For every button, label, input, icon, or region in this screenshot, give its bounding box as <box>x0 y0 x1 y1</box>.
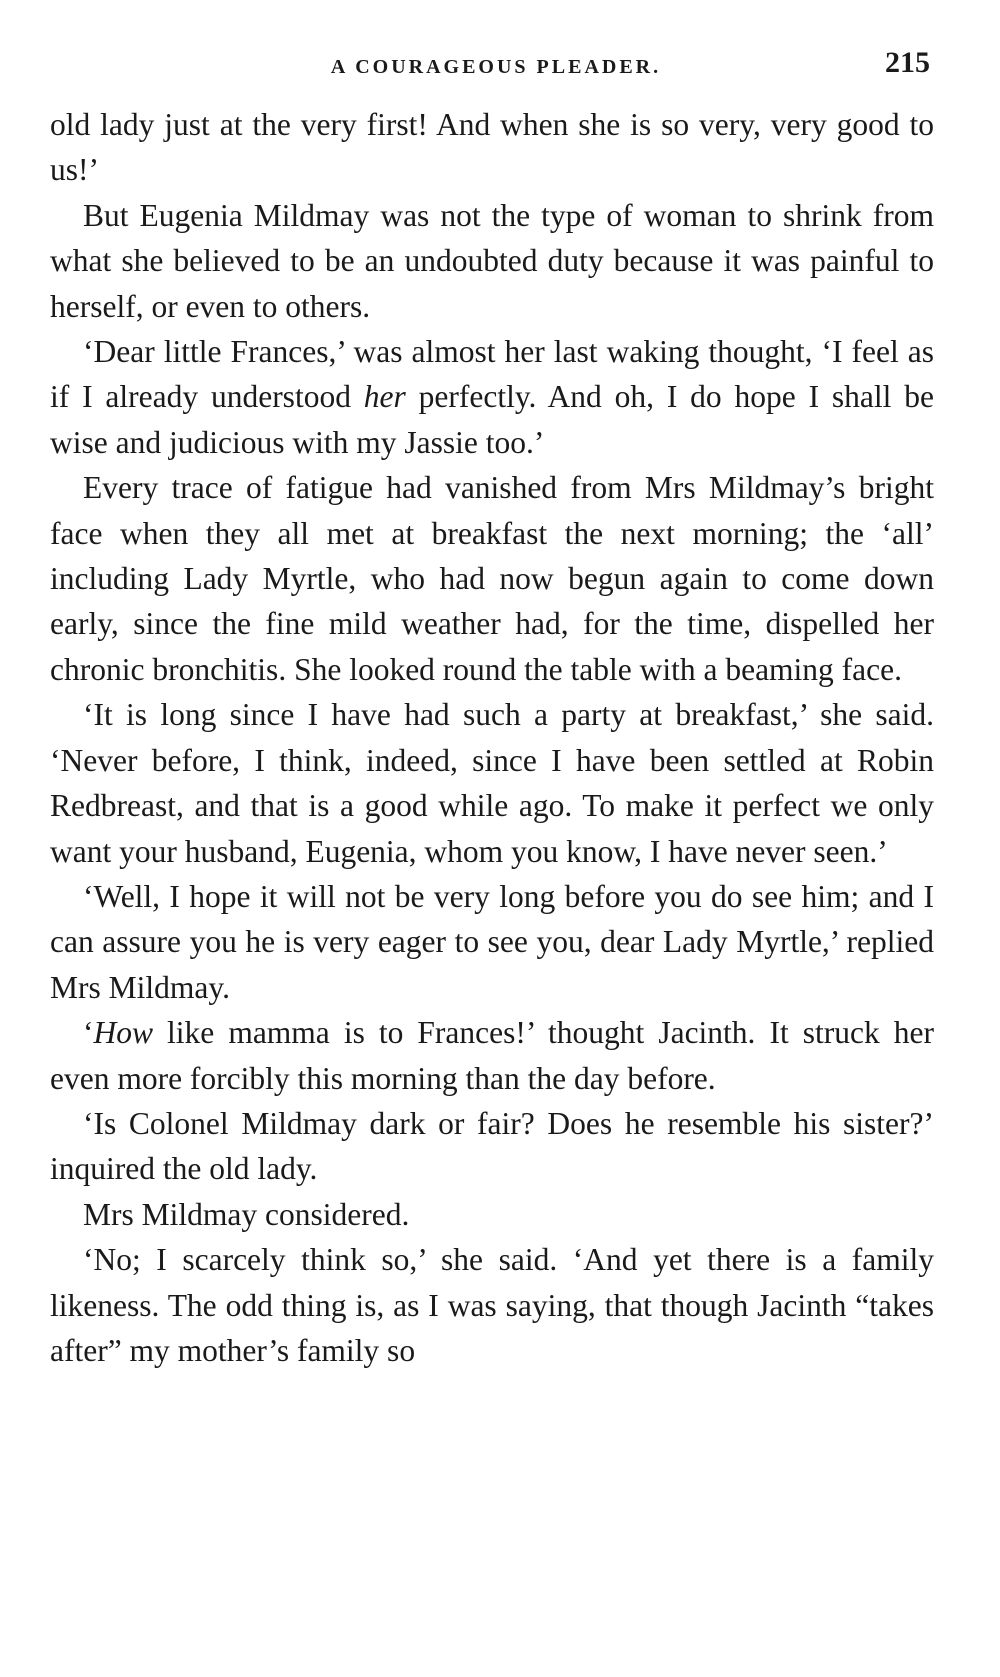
paragraph <box>50 1010 934 1101</box>
text-run: like mamma is to Frances!’ thought Jacinth. It struck her even more forcibly this morning than the day before. <box>50 1015 934 1096</box>
text-run: perfectly. And oh, I do hope I shall be wise and judicious with my Jassie too.’ <box>50 379 934 460</box>
running-title: A COURAGEOUS PLEADER. <box>330 56 662 78</box>
paragraph <box>50 874 934 1010</box>
paragraph <box>50 1237 934 1373</box>
paragraph <box>50 329 934 465</box>
paragraph <box>50 692 934 874</box>
paragraph <box>50 1192 934 1237</box>
text-run: Every trace of fatigue had vanished from Mrs Mildmay’s bright face when they all met at breakfast the next morning; the ‘all’ including Lady Myrtle, who had now begun again to come down early, since the fine mild weather had, for the time, dispelled her chronic bronchitis. She looked round the table with a beaming face. <box>50 470 934 687</box>
text-run: ‘No; I scarcely think so,’ she said. ‘And yet there is a family likeness. The odd thing is, as I was saying, that though Jacinth “takes after” my mother’s family so <box>50 1242 934 1368</box>
text-run: ‘It is long since I have had such a party at breakfast,’ she said. ‘Never before, I think, indeed, since I have been settled at Robin Redbreast, and that is a good while ago. To make it perfect we only want your husband, Eugenia, whom you know, I have never seen.’ <box>50 697 934 869</box>
paragraph <box>50 102 934 193</box>
text-run: But Eugenia Mildmay was not the type of woman to shrink from what she believed to be an undoubted duty because it was painful to herself, or even to others. <box>50 197 934 324</box>
text-run: ‘ <box>83 1015 94 1051</box>
italic-text-run: her <box>363 379 406 415</box>
paragraph <box>50 465 934 692</box>
page-number: 215 <box>885 46 930 79</box>
body-text <box>50 102 934 1373</box>
text-run: ‘Is Colonel Mildmay dark or fair? Does he resemble his sister?’ inquired the old lady. <box>50 1105 934 1187</box>
paragraph <box>50 193 934 329</box>
text-run: ‘Dear little Frances,’ was almost her last waking thought, ‘I feel as if I already understood <box>50 334 934 415</box>
text-run: old lady just at the very first! And when she is so very, very good to us!’ <box>50 107 934 188</box>
text-run: ‘Well, I hope it will not be very long before you do see him; and I can assure you he is very eager to see you, dear Lady Myrtle,’ replied Mrs Mildmay. <box>50 878 934 1005</box>
paragraph <box>50 1101 934 1192</box>
italic-text-run: How <box>93 1015 154 1051</box>
page-header <box>50 42 942 92</box>
text-run: Mrs Mildmay considered. <box>83 1196 410 1232</box>
